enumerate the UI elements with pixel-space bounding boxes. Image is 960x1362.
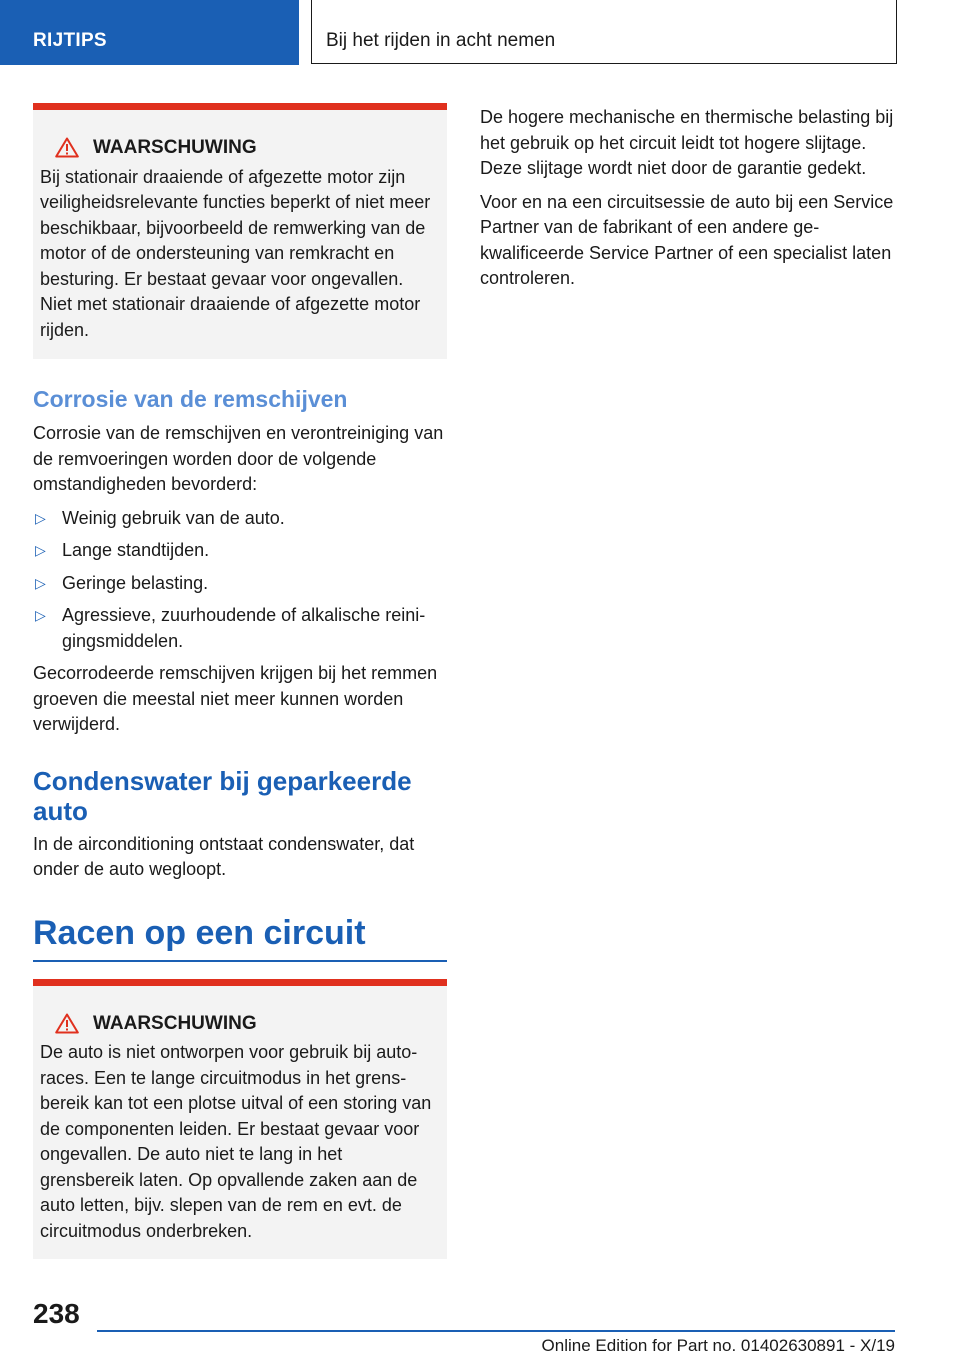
corrosion-list [33,506,447,655]
right-paragraph-2: Voor en na een circuitsessie de auto bij een Service Partner van de fabrikant of een andere gekwalificeerde Service Partner of een specialist laten controleren. [480,191,894,288]
left-column [33,103,447,1259]
header-section-label: RIJTIPS [33,30,107,51]
header-title-box [311,0,897,64]
header-title: Bij het rijden in acht nemen [326,30,556,51]
list-item: ▷ Agressieve, zuurhoudende of alkalische reinigingsmiddelen. [35,605,426,651]
right-column [480,105,898,300]
warning-box-1 [33,103,447,359]
racing-heading: Racen op een circuit [33,913,366,952]
triangle-bullet-icon: ▷ [35,509,46,526]
condens-text: In de airconditioning ontstaat condenswater, dat onder de auto wegloopt. [33,833,415,879]
warning-text: De auto is niet ontworpen voor gebruik bij autoraces. Een te lange circuitmodus in het grensbereik kan tot een plotse uitval of een storing van de componenten leiden. Er bestaat gevaar voor ongevallen. De auto niet te lang in het grensbereik laten. Op opvallende zaken aan de auto letten, bijv. slepen van de rem en evt. de circuitmodus onderbreken. [40,1042,432,1241]
warning-title-row [40,135,439,161]
corrosion-heading: Corrosie van de remschijven [33,386,348,412]
corrosion-intro: Corrosie van de remschijven en verontreiniging van de remvoeringen worden door de volgende omstandigheden bevorderd: [33,423,444,494]
warning-box-2 [33,979,447,1259]
right-paragraph-1: De hogere mechanische en thermische belasting bij het gebruik op het circuit leidt tot hogere slijtage. Deze slijtage wordt niet door de garantie gedekt. [480,107,894,178]
page-number: 238 [33,1298,80,1329]
triangle-bullet-icon: ▷ [35,574,46,591]
triangle-bullet-icon: ▷ [35,542,46,558]
warning-triangle-icon [55,137,79,158]
warning-title: WAARSCHUWING [93,1012,257,1034]
list-item: ▷ Geringe belasting. [33,571,447,597]
list-item: ▷ Lange standtijden. [33,538,447,564]
warning-title: WAARSCHUWING [93,137,257,158]
condens-heading: Condenswater bij geparkeerde auto [33,765,412,826]
list-item: ▷ Weinig gebruik van de auto. [33,506,447,532]
warning-triangle-icon [55,1013,79,1034]
header-section-tab [0,0,299,65]
triangle-bullet-icon: ▷ [35,607,46,623]
footer-edition: Online Edition for Part no. 01402630891 - X/19 [541,1336,895,1355]
warning-title-row [40,1011,439,1037]
corrosion-outro: Gecorrodeerde remschijven krijgen bij het remmen groeven die meestal niet meer kunnen worden verwijderd. [33,663,438,734]
warning-text: Bij stationair draaiende of afgezette motor zijn veiligheidsrelevante functies beperkt of niet meer beschikbaar, bijvoorbeeld de remwerking van de motor of de ondersteuning van remkracht en besturing. Er bestaat gevaar voor ongevallen. Niet met stationair draaiende of afgezette motor rijden. [40,166,431,340]
footer-rule [97,1330,895,1332]
